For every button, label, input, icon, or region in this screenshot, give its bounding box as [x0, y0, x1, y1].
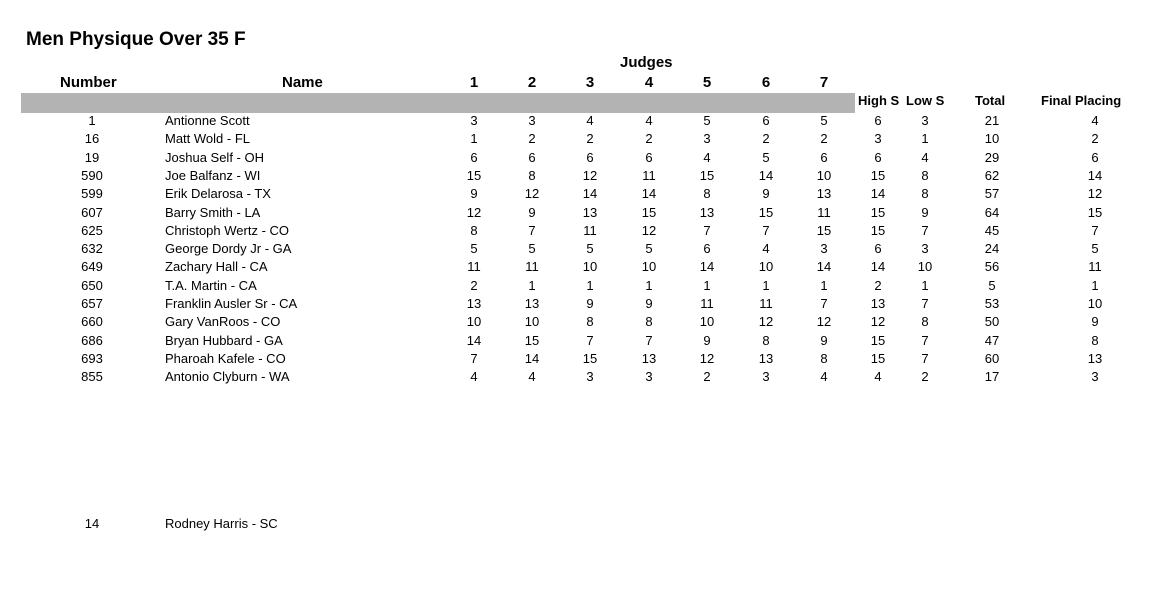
low-score: 8 [921, 314, 929, 330]
judge-5-score: 3 [703, 131, 711, 147]
judge-5-score: 7 [703, 222, 711, 238]
judge-7-score: 1 [820, 277, 828, 293]
low-score: 8 [921, 167, 929, 183]
judge-4-score: 13 [641, 350, 657, 366]
judge-6-score: 11 [759, 296, 773, 311]
low-score: 8 [921, 186, 929, 202]
competitor-name: T.A. Martin - CA [165, 277, 257, 293]
competitor-name: Matt Wold - FL [165, 131, 251, 147]
judge-2-score: 7 [528, 222, 536, 238]
final-placing: 4 [1091, 113, 1099, 128]
competitor-number: 607 [81, 204, 103, 220]
total-score: 57 [984, 186, 1000, 202]
judge-3-score: 5 [586, 241, 594, 257]
high-score: 6 [874, 149, 882, 165]
judge-1-score: 12 [466, 204, 482, 220]
judge-2-score: 14 [524, 350, 540, 366]
judge-7-score: 15 [816, 222, 832, 238]
judge-4-column-header: 4 [644, 74, 654, 91]
judge-4-score: 9 [645, 296, 653, 311]
judge-3-score: 6 [586, 149, 594, 165]
judge-6-score: 5 [762, 149, 770, 165]
judge-5-score: 14 [699, 259, 715, 275]
competitor-number: 855 [81, 369, 103, 385]
judge-2-score: 6 [528, 149, 536, 165]
judges-header: Judges [620, 54, 673, 71]
name-column-header: Name [282, 74, 323, 91]
judge-1-score: 15 [466, 167, 482, 183]
total-score: 60 [984, 350, 1000, 366]
judge-2-score: 2 [528, 131, 536, 147]
judge-7-score: 10 [816, 167, 832, 183]
high-score: 15 [870, 204, 886, 220]
judge-7-score: 3 [820, 241, 828, 257]
low-score: 7 [921, 332, 929, 348]
judge-1-score: 5 [470, 241, 478, 257]
judge-3-score: 8 [586, 314, 594, 330]
high-score: 4 [874, 369, 882, 385]
competitor-name: Zachary Hall - CA [165, 259, 268, 275]
judge-3-score: 13 [582, 204, 598, 220]
judge-1-score: 1 [470, 131, 478, 147]
judge-6-score: 15 [758, 204, 774, 220]
low-score: 9 [921, 204, 929, 220]
judge-1-score: 3 [470, 113, 478, 128]
competitor-number: 632 [81, 241, 103, 257]
judge-4-score: 8 [645, 314, 653, 330]
competitor-name: Bryan Hubbard - GA [165, 332, 283, 348]
low-score: 10 [917, 259, 933, 275]
competitor-name: Pharoah Kafele - CO [165, 350, 286, 366]
total-score: 17 [984, 369, 1000, 385]
high-score: 13 [870, 296, 886, 311]
judge-3-score: 3 [586, 369, 594, 385]
competitor-name: Joshua Self - OH [165, 149, 264, 165]
judge-2-column-header: 2 [527, 74, 537, 91]
judge-7-score: 2 [820, 131, 828, 147]
judge-5-column-header: 5 [702, 74, 712, 91]
final-placing: 9 [1091, 314, 1099, 330]
judge-6-score: 4 [762, 241, 770, 257]
judge-1-column-header: 1 [469, 74, 479, 91]
competitor-name: Christoph Wertz - CO [165, 222, 290, 238]
judge-2-score: 3 [528, 113, 536, 128]
final-placing: 14 [1087, 167, 1103, 183]
judge-1-score: 11 [467, 259, 481, 275]
competitor-number: 19 [84, 149, 100, 165]
judge-5-score: 6 [703, 241, 711, 257]
judge-7-score: 6 [820, 149, 828, 165]
judge-5-score: 15 [699, 167, 715, 183]
judge-1-score: 7 [470, 350, 478, 366]
low-score: 1 [921, 277, 929, 293]
judge-7-column-header: 7 [819, 74, 829, 91]
competitor-number: 599 [81, 186, 103, 202]
high-score: 15 [870, 167, 886, 183]
final-placing: 12 [1087, 186, 1103, 202]
judge-3-score: 1 [586, 277, 594, 293]
judge-3-score: 2 [586, 131, 594, 147]
judge-2-score: 13 [524, 296, 540, 311]
total-score: 5 [988, 277, 996, 293]
judge-3-score: 11 [583, 222, 597, 238]
judge-4-score: 6 [645, 149, 653, 165]
final-placing: 3 [1091, 369, 1099, 385]
competitor-number: 660 [81, 314, 103, 330]
judge-4-score: 14 [641, 186, 657, 202]
final-placing: 5 [1091, 241, 1099, 257]
judge-1-score: 10 [466, 314, 482, 330]
high-score: 14 [870, 259, 886, 275]
competitor-number: 693 [81, 350, 103, 366]
judge-7-score: 4 [820, 369, 828, 385]
total-score: 62 [984, 167, 1000, 183]
judge-4-score: 11 [642, 167, 656, 183]
judge-7-score: 11 [817, 204, 831, 220]
low-score: 4 [921, 149, 929, 165]
number-column-header: Number [60, 74, 117, 91]
low-score: 3 [921, 241, 929, 257]
high-score: 14 [870, 186, 886, 202]
judge-4-score: 7 [645, 332, 653, 348]
judge-2-score: 9 [528, 204, 536, 220]
judge-1-score: 14 [466, 332, 482, 348]
judge-2-score: 4 [528, 369, 536, 385]
judge-4-score: 12 [641, 222, 657, 238]
judge-5-score: 4 [703, 149, 711, 165]
judge-4-score: 4 [645, 113, 653, 128]
low-score: 7 [921, 222, 929, 238]
judge-3-score: 14 [582, 186, 598, 202]
judge-6-score: 10 [758, 259, 774, 275]
judge-4-score: 15 [641, 204, 657, 220]
judge-3-score: 7 [586, 332, 594, 348]
judge-1-score: 6 [470, 149, 478, 165]
judge-7-score: 7 [820, 296, 828, 311]
judge-5-score: 5 [703, 113, 711, 128]
judge-6-score: 9 [762, 186, 770, 202]
competitor-name: Franklin Ausler Sr - CA [165, 296, 298, 311]
high-score: 2 [874, 277, 882, 293]
judge-6-score: 13 [758, 350, 774, 366]
total-score: 21 [984, 113, 1000, 128]
judge-2-score: 10 [524, 314, 540, 330]
total-score: 64 [984, 204, 1000, 220]
judge-1-score: 9 [470, 186, 478, 202]
extra-row-name: Rodney Harris - SC [165, 516, 278, 531]
total-score: 53 [984, 296, 1000, 311]
judge-5-score: 2 [703, 369, 711, 385]
final-placing: 1 [1091, 277, 1099, 293]
competitor-name: George Dordy Jr - GA [165, 241, 292, 257]
judge-6-score: 7 [762, 222, 770, 238]
judge-6-score: 6 [762, 113, 770, 128]
judge-3-score: 12 [582, 167, 598, 183]
judge-6-score: 14 [758, 167, 774, 183]
judge-5-score: 1 [703, 277, 711, 293]
high-score-column-header: High S [858, 93, 900, 108]
total-score: 56 [984, 259, 1000, 275]
competitor-number: 649 [81, 259, 103, 275]
judge-6-column-header: 6 [761, 74, 771, 91]
judge-2-score: 12 [524, 186, 540, 202]
judge-2-score: 15 [524, 332, 540, 348]
competitor-number: 686 [81, 332, 103, 348]
judge-7-score: 8 [820, 350, 828, 366]
total-score: 47 [984, 332, 1000, 348]
low-score: 2 [921, 369, 929, 385]
judge-5-score: 12 [699, 350, 715, 366]
judge-4-score: 5 [645, 241, 653, 257]
judge-5-score: 10 [699, 314, 715, 330]
extra-row-number: 14 [84, 516, 100, 531]
final-placing: 10 [1087, 296, 1103, 311]
judge-3-score: 15 [582, 350, 598, 366]
judge-1-score: 8 [470, 222, 478, 238]
high-score: 15 [870, 350, 886, 366]
total-score: 50 [984, 314, 1000, 330]
judge-3-score: 4 [586, 113, 594, 128]
low-score-column-header: Low S [906, 93, 945, 108]
judge-7-score: 9 [820, 332, 828, 348]
judge-4-score: 10 [641, 259, 657, 275]
judge-3-score: 10 [582, 259, 598, 275]
total-score: 24 [984, 241, 1000, 257]
judge-6-score: 8 [762, 332, 770, 348]
high-score: 15 [870, 332, 886, 348]
judge-6-score: 2 [762, 131, 770, 147]
total-score: 29 [984, 149, 1000, 165]
header-separator-bar [21, 93, 855, 113]
high-score: 6 [874, 241, 882, 257]
judge-6-score: 3 [762, 369, 770, 385]
judge-6-score: 1 [762, 277, 770, 293]
final-placing-column-header: Final Placing [1041, 93, 1122, 108]
competitor-number: 625 [81, 222, 103, 238]
judge-4-score: 3 [645, 369, 653, 385]
final-placing: 7 [1091, 222, 1099, 238]
judge-1-score: 2 [470, 277, 478, 293]
judge-3-score: 9 [586, 296, 594, 311]
total-score: 10 [984, 131, 1000, 147]
competitor-number: 1 [88, 113, 96, 128]
competitor-name: Barry Smith - LA [165, 204, 261, 220]
competitor-name: Gary VanRoos - CO [165, 314, 281, 330]
judge-2-score: 11 [525, 259, 539, 275]
final-placing: 11 [1088, 259, 1102, 275]
judge-7-score: 12 [816, 314, 832, 330]
judge-2-score: 1 [528, 277, 536, 293]
high-score: 12 [870, 314, 886, 330]
judge-5-score: 11 [700, 296, 714, 311]
judge-5-score: 13 [699, 204, 715, 220]
low-score: 7 [921, 296, 929, 311]
competitor-name: Antonio Clyburn - WA [165, 369, 290, 385]
high-score: 15 [870, 222, 886, 238]
total-score: 45 [984, 222, 1000, 238]
judge-2-score: 8 [528, 167, 536, 183]
judge-7-score: 13 [816, 186, 832, 202]
final-placing: 15 [1087, 204, 1103, 220]
judge-4-score: 1 [645, 277, 653, 293]
low-score: 7 [921, 350, 929, 366]
judge-5-score: 9 [703, 332, 711, 348]
competitor-number: 590 [81, 167, 103, 183]
judge-7-score: 14 [816, 259, 832, 275]
high-score: 6 [874, 113, 882, 128]
judge-6-score: 12 [758, 314, 774, 330]
judge-3-column-header: 3 [585, 74, 595, 91]
judge-7-score: 5 [820, 113, 828, 128]
judge-1-score: 13 [466, 296, 482, 311]
judge-5-score: 8 [703, 186, 711, 202]
final-placing: 6 [1091, 149, 1099, 165]
final-placing: 2 [1091, 131, 1099, 147]
competitor-name: Erik Delarosa - TX [165, 186, 271, 202]
total-column-header: Total [975, 93, 1006, 108]
judge-2-score: 5 [528, 241, 536, 257]
competitor-number: 657 [81, 296, 103, 311]
competitor-number: 16 [84, 131, 100, 147]
competitor-name: Joe Balfanz - WI [165, 167, 261, 183]
low-score: 3 [921, 113, 929, 128]
page-title: Men Physique Over 35 F [26, 29, 246, 50]
competitor-number: 650 [81, 277, 103, 293]
low-score: 1 [921, 131, 929, 147]
judge-4-score: 2 [645, 131, 653, 147]
competitor-name: Antionne Scott [165, 113, 250, 128]
final-placing: 8 [1091, 332, 1099, 348]
judge-1-score: 4 [470, 369, 478, 385]
high-score: 3 [874, 131, 882, 147]
final-placing: 13 [1087, 350, 1103, 366]
